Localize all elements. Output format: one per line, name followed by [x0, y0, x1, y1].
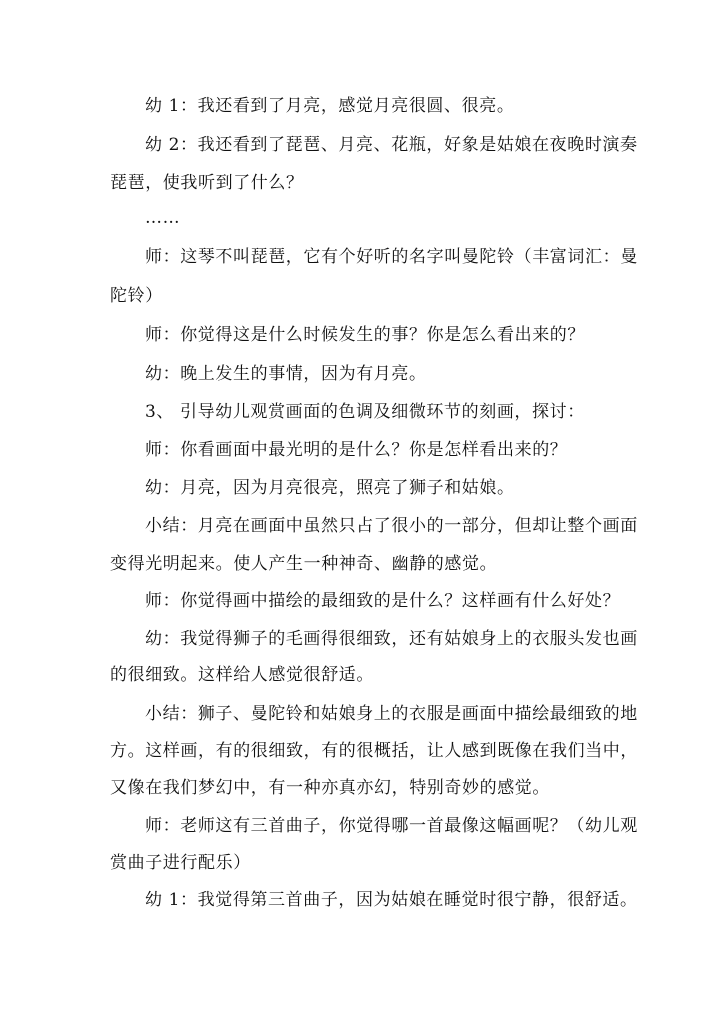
text-line-20: 师：老师这有三首曲子，你觉得哪一首最像这幅画呢？（幼儿观 [145, 816, 638, 836]
text-line-22: 幼 1：我觉得第三首曲子，因为姑娘在睡觉时很宁静，很舒适。 [145, 890, 638, 910]
text-line-13: 变得光明起来。使人产生一种神奇、幽静的感觉。 [110, 554, 498, 574]
text-line-16: 的很细致。这样给人感觉很舒适。 [110, 665, 374, 685]
text-line-12: 小结：月亮在画面中虽然只占了很小的一部分，但却让整个画面 [145, 516, 638, 536]
text-line-21: 赏曲子进行配乐） [110, 853, 251, 873]
text-line-4: …… [145, 208, 181, 228]
text-line-17: 小结：狮子、曼陀铃和姑娘身上的衣服是画面中描绘最细致的地 [145, 704, 638, 724]
text-line-5: 师：这琴不叫琵琶，它有个好听的名字叫曼陀铃（丰富词汇：曼 [145, 247, 638, 267]
text-line-10: 师：你看画面中最光明的是什么？你是怎样看出来的？ [145, 440, 568, 460]
text-line-6: 陀铃） [110, 286, 163, 306]
text-line-9: 3、 引导幼儿观赏画面的色调及细微环节的刻画，探讨： [145, 402, 585, 422]
text-line-8: 幼：晚上发生的事情，因为有月亮。 [145, 364, 427, 384]
text-line-18: 方。这样画，有的很细致，有的很概括，让人感到既像在我们当中， [110, 741, 638, 761]
text-line-7: 师：你觉得这是什么时候发生的事？你是怎么看出来的？ [145, 325, 585, 345]
text-line-2: 幼 2：我还看到了琵琶、月亮、花瓶，好象是姑娘在夜晚时演奏 [145, 135, 638, 155]
text-line-15: 幼：我觉得狮子的毛画得很细致，还有姑娘身上的衣服头发也画 [145, 629, 638, 649]
text-line-3: 琵琶，使我听到了什么？ [110, 173, 304, 193]
text-line-1: 幼 1：我还看到了月亮，感觉月亮很圆、很亮。 [145, 96, 515, 116]
text-line-14: 师：你觉得画中描绘的最细致的是什么？这样画有什么好处？ [145, 591, 621, 611]
text-line-19: 又像在我们梦幻中，有一种亦真亦幻，特别奇妙的感觉。 [110, 778, 550, 798]
text-line-11: 幼：月亮，因为月亮很亮，照亮了狮子和姑娘。 [145, 478, 515, 498]
